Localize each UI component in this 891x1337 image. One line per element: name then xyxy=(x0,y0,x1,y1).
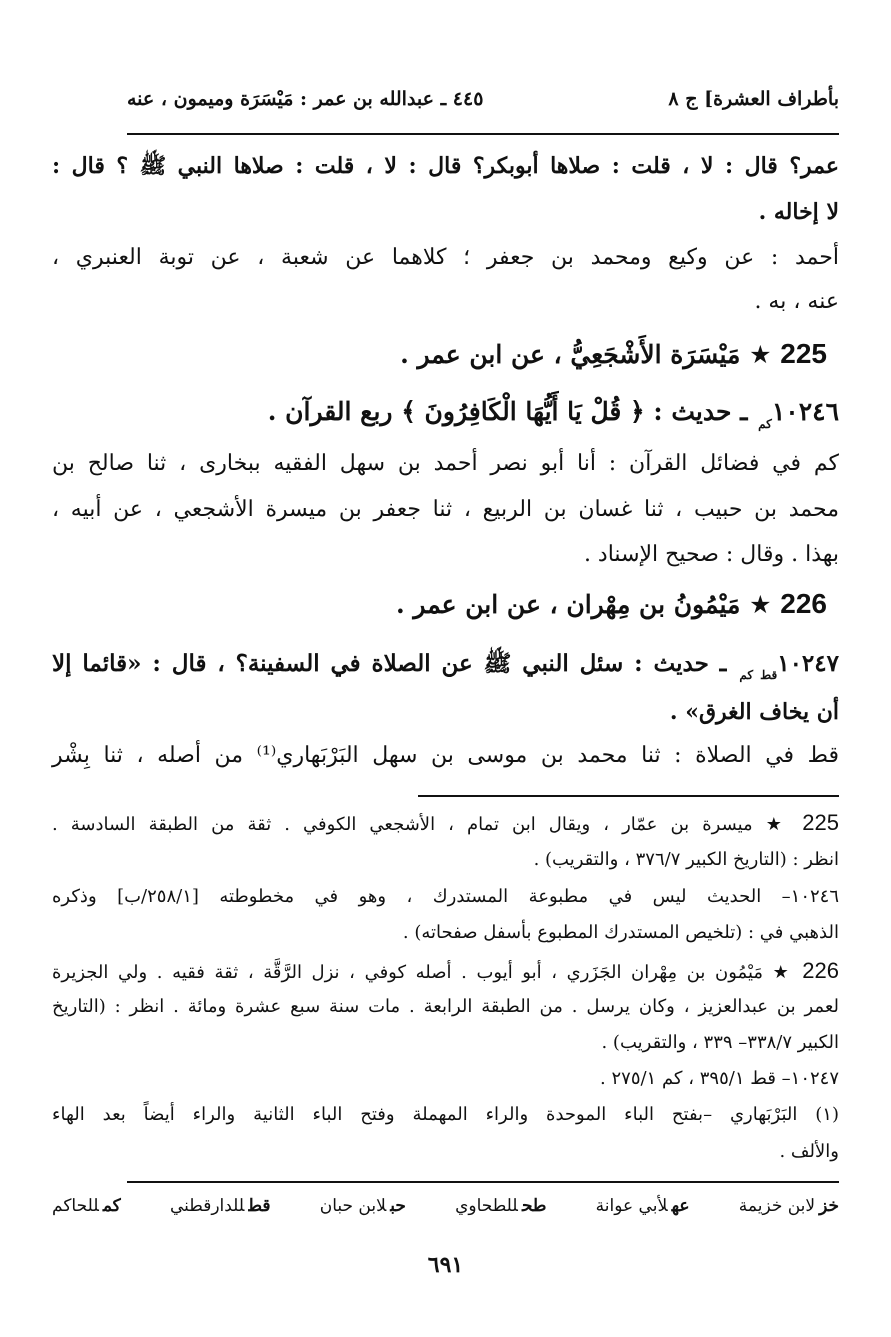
hadith-10246 xyxy=(52,394,839,442)
footnote-226 xyxy=(52,956,839,988)
legend-item: خزلابن خزيمة xyxy=(738,1196,839,1216)
legend-item: حبلابن حبان xyxy=(319,1196,406,1216)
footnote-line: والألف . xyxy=(779,1141,839,1162)
text-line: كم في فضائل القرآن : أنا أبو نصر أحمد بن سهل الفقيه ببخارى ، ثنا صالح بن xyxy=(52,451,839,476)
entry-number: 226 xyxy=(780,588,827,619)
hadith-text: ـ حديث : سئل النبي ﷺ عن الصلاة في السفينة؟ ، قال : «قائما إلا xyxy=(52,650,727,677)
narrator-entry-226 xyxy=(52,586,827,623)
footnote-line: ١٠٢٤٦– الحديث ليس في مطبوعة المستدرك ، وهو في مخطوطته [٢٥٨/١/ب] وذكره xyxy=(52,886,839,907)
hadith-number: ١٠٢٤٦ xyxy=(771,397,839,426)
legend-item: كمللحاكم xyxy=(52,1196,121,1216)
footnote-text: مَيْمُون بن مِهْران الجَزَري ، أبو أيوب . أصله كوفي ، نزل الرَّقَّة ، ثقة فقيه . ولي الجزيرة xyxy=(52,962,764,983)
footnote-line: (١) البَرْبَهاري –بفتح الباء الموحدة والراء المهملة وفتح الباء الثانية والراء أيضاً بعد الهاء xyxy=(52,1104,839,1125)
star-icon: ★ xyxy=(749,340,772,369)
footnote-text: ميسرة بن عمّار ، ويقال ابن تمام ، الأشجعي الكوفي . ثقة من الطبقة السادسة . xyxy=(52,814,753,835)
hadith-number: ١٠٢٤٧ xyxy=(777,650,839,677)
footnote-line: ١٠٢٤٧– قط ٣٩٥/١ ، كم ٢٧٥/١ . xyxy=(600,1068,839,1089)
footnote-line: الذهبي في : (تلخيص المستدرك المطبوع بأسفل صفحاته) . xyxy=(402,922,839,943)
legend-rule xyxy=(127,1181,839,1183)
legend-item: عهلأبي عوانة xyxy=(595,1196,690,1216)
text-line: قط في الصلاة : ثنا محمد بن موسى بن سهل البَرْبَهاري⁽¹⁾ من أصله ، ثنا بِشْر xyxy=(52,743,840,768)
footnote-line: انظر : (التاريخ الكبير ٣٧٦/٧ ، والتقريب) . xyxy=(533,849,839,870)
source-abbreviation-legend xyxy=(52,1196,839,1230)
text-line: أحمد : عن وكيع ومحمد بن جعفر ؛ كلاهما عن شعبة ، عن توبة العنبري ، xyxy=(52,245,839,270)
star-icon: ★ xyxy=(772,962,793,983)
legend-item: طحللطحاوي xyxy=(455,1196,547,1216)
text-line: بهذا . وقال : صحيح الإسناد . xyxy=(583,542,839,567)
narrator-entry-225 xyxy=(52,336,827,373)
header-book-title: بأطراف العشرة] ج ٨ xyxy=(668,88,839,110)
footnote-line: لعمر بن عبدالعزيز ، وكان يرسل . من الطبقة الرابعة . مات سنة سبع عشرة ومائة . انظر : (التاريخ xyxy=(52,996,839,1017)
source-symbol: كم xyxy=(758,417,772,431)
legend-item: قطللدارقطني xyxy=(169,1196,271,1216)
hadith-10247 xyxy=(52,646,839,693)
header-section-title: ٤٤٥ ـ عبدالله بن عمر : مَيْسَرَة وميمون ، عنه xyxy=(127,88,484,110)
footnote-number: 226 xyxy=(802,958,839,983)
entry-number: 225 xyxy=(780,338,827,369)
text-line: أن يخاف الغرق» . xyxy=(669,699,839,725)
footnote-line: الكبير ٣٣٨/٧– ٣٣٩ ، والتقريب) . xyxy=(601,1032,839,1053)
source-symbol: قط كم xyxy=(739,668,778,682)
running-header xyxy=(127,84,839,124)
entry-title: مَيْسَرَة الأَشْجَعِيُّ ، عن ابن عمر . xyxy=(400,340,741,369)
text-line: لا إخاله . xyxy=(758,199,839,225)
hadith-text: ـ حديث : ﴿ قُلْ يَا أَيُّهَا الْكَافِرُونَ ﴾ ربع القرآن . xyxy=(267,397,748,426)
page-number: ٦٩١ xyxy=(427,1252,464,1278)
footnote-rule xyxy=(418,795,839,797)
text-line: عمر؟ قال : لا ، قلت : صلاها أبوبكر؟ قال : لا ، قلت : صلاها النبي ﷺ ؟ قال : xyxy=(52,153,839,179)
entry-title: مَيْمُونُ بن مِهْران ، عن ابن عمر . xyxy=(396,590,741,619)
footnote-number: 225 xyxy=(802,810,839,835)
text-line: عنه ، به . xyxy=(754,289,839,314)
header-rule xyxy=(127,133,839,135)
footnote-225 xyxy=(52,808,839,840)
star-icon: ★ xyxy=(765,814,790,835)
star-icon: ★ xyxy=(749,590,772,619)
text-line: محمد بن حبيب ، ثنا غسان بن الربيع ، ثنا جعفر بن ميسرة الأشجعي ، عن أبيه ، xyxy=(52,497,839,522)
